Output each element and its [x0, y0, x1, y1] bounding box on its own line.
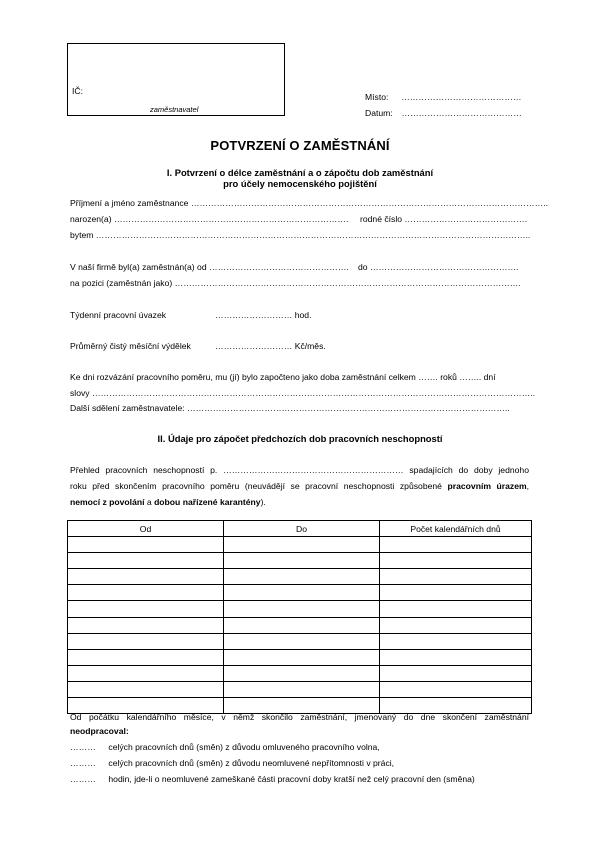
footer-item-unexcused[interactable] — [70, 758, 394, 768]
table-row — [68, 633, 532, 649]
date-dots: …………………………………… — [401, 108, 522, 118]
table-cell-to[interactable] — [224, 601, 380, 617]
position-field[interactable]: na pozici (zaměstnán jako) …………………………………………………………………………………………………………. — [70, 278, 521, 288]
table-row — [68, 681, 532, 697]
table-cell-to[interactable] — [224, 569, 380, 585]
para-text: a — [144, 497, 155, 507]
table-cell-days[interactable] — [380, 681, 532, 697]
para-text: roku před skončením pracovního poměru (neuvádějí se pracovní neschopnosti způsobené — [70, 481, 442, 491]
para-text: , — [526, 481, 530, 491]
table-cell-to[interactable] — [224, 649, 380, 665]
footer-item-text: celých pracovních dnů (směn) z důvodu omluveného pracovního volna, — [108, 742, 380, 752]
place-dots: …………………………………… — [401, 92, 522, 102]
section1-heading-line1: I. Potvrzení o délce zaměstnání a o zápočtu dob zaměstnání — [166, 167, 434, 178]
table-row — [68, 617, 532, 633]
table-row — [68, 585, 532, 601]
column-header-to: Do — [224, 521, 380, 537]
date-field[interactable] — [365, 108, 522, 119]
employee-name-field[interactable]: Příjmení a jméno zaměstnance …………………………………………………………………………………………………………….. — [70, 198, 548, 208]
termination-line[interactable]: Ke dni rozvázání pracovního poměru, mu (jí) bylo započteno jako doba zaměstnání celkem ……. roků …….. dní — [70, 372, 496, 382]
table-row — [68, 537, 532, 553]
footer-item-dots: ……… — [70, 758, 96, 768]
table-cell-from[interactable] — [68, 633, 224, 649]
table-cell-days[interactable] — [380, 665, 532, 681]
table-cell-days[interactable] — [380, 537, 532, 553]
birth-date-field[interactable]: narozen(a) ………………………………………………………………………. — [70, 214, 349, 224]
column-header-days: Počet kalendářních dnů — [380, 521, 532, 537]
section2-para-line1[interactable]: Přehled pracovních neschopností p. ……………………………………………………… spadajících do doby jednoho — [70, 465, 529, 475]
table-cell-from[interactable] — [68, 681, 224, 697]
table-cell-days[interactable] — [380, 569, 532, 585]
table-cell-to[interactable] — [224, 617, 380, 633]
footer-item-dots: ……… — [70, 742, 96, 752]
footer-para-line2: neodpracoval: — [70, 726, 129, 736]
table-cell-from[interactable] — [68, 665, 224, 681]
income-label: Průměrný čistý měsíční výdělek — [70, 341, 191, 351]
table-header-row — [68, 521, 532, 537]
column-header-from: Od — [68, 521, 224, 537]
table-row — [68, 569, 532, 585]
table-cell-to[interactable] — [224, 553, 380, 569]
table-cell-to[interactable] — [224, 585, 380, 601]
employer-label: zaměstnavatel — [150, 105, 199, 114]
termination-words-field[interactable]: slovy ……………………………………………………………………………………………………………………………………….. — [70, 388, 536, 398]
page-title: POTVRZENÍ O ZAMĚSTNÁNÍ — [210, 138, 390, 153]
weekly-hours-label: Týdenní pracovní úvazek — [70, 310, 167, 320]
footer-item-dots: ……… — [70, 774, 96, 784]
table-cell-from[interactable] — [68, 601, 224, 617]
table-row — [68, 553, 532, 569]
employed-from-field[interactable]: V naší firmě byl(a) zaměstnán(a) od …………………………………………. — [70, 262, 349, 272]
table-cell-from[interactable] — [68, 553, 224, 569]
table-cell-from[interactable] — [68, 569, 224, 585]
ic-label: IČ: — [72, 86, 83, 96]
table-cell-days[interactable] — [380, 649, 532, 665]
table-cell-days[interactable] — [380, 601, 532, 617]
employed-to-field[interactable]: do ……………………………………………. — [358, 262, 519, 272]
table-cell-to[interactable] — [224, 633, 380, 649]
income-field[interactable]: ……………………… Kč/měs. — [215, 341, 326, 351]
table-cell-from[interactable] — [68, 617, 224, 633]
place-label: Místo: — [365, 92, 389, 102]
table-cell-days[interactable] — [380, 553, 532, 569]
section2-para-line2 — [70, 478, 529, 494]
table-row — [68, 665, 532, 681]
table-row — [68, 601, 532, 617]
footer-para-line1: Od počátku kalendářního měsíce, v němž skončilo zaměstnání, jmenovaný do dne skončení zaměstnání — [70, 712, 529, 722]
sick-leave-table — [67, 520, 532, 714]
table-cell-days[interactable] — [380, 633, 532, 649]
para-text: ). — [260, 497, 266, 507]
address-field[interactable]: bytem …………………………………………………………………………………………………………………………………….. — [70, 230, 531, 240]
section1-heading — [0, 167, 600, 189]
weekly-hours-field[interactable]: ……………………… hod. — [215, 310, 312, 320]
table-cell-from[interactable] — [68, 649, 224, 665]
table-cell-days[interactable] — [380, 617, 532, 633]
table-cell-to[interactable] — [224, 537, 380, 553]
table-cell-to[interactable] — [224, 681, 380, 697]
section1-heading-line2: pro účely nemocenského pojištění — [223, 178, 377, 189]
table-cell-from[interactable] — [68, 585, 224, 601]
para-bold-injury: pracovním úrazem — [447, 481, 527, 491]
other-info-field[interactable]: Další sdělení zaměstnavatele: ………………………………………………………………………………………………….. — [70, 403, 510, 413]
section2-heading: II. Údaje pro zápočet předchozích dob pracovních neschopností — [157, 433, 443, 444]
table-row — [68, 649, 532, 665]
place-field[interactable] — [365, 92, 522, 103]
para-bold-disease: nemocí z povolání — [70, 497, 145, 507]
table-cell-days[interactable] — [380, 585, 532, 601]
table-cell-from[interactable] — [68, 537, 224, 553]
footer-item-hours[interactable] — [70, 774, 475, 784]
footer-item-text: hodin, jde-li o neomluvené zameškané části pracovní doby kratší než celý pracovní den (směna) — [108, 774, 475, 784]
footer-item-excused[interactable] — [70, 742, 380, 752]
section2-para-line3 — [70, 494, 529, 510]
para-bold-quarantine: dobou nařízené karantény — [154, 497, 261, 507]
table-cell-to[interactable] — [224, 665, 380, 681]
footer-item-text: celých pracovních dnů (směn) z důvodu neomluvené nepřítomnosti v práci, — [108, 758, 395, 768]
date-label: Datum: — [365, 108, 393, 118]
birth-number-field[interactable]: rodné číslo ……………………………………. — [360, 214, 528, 224]
